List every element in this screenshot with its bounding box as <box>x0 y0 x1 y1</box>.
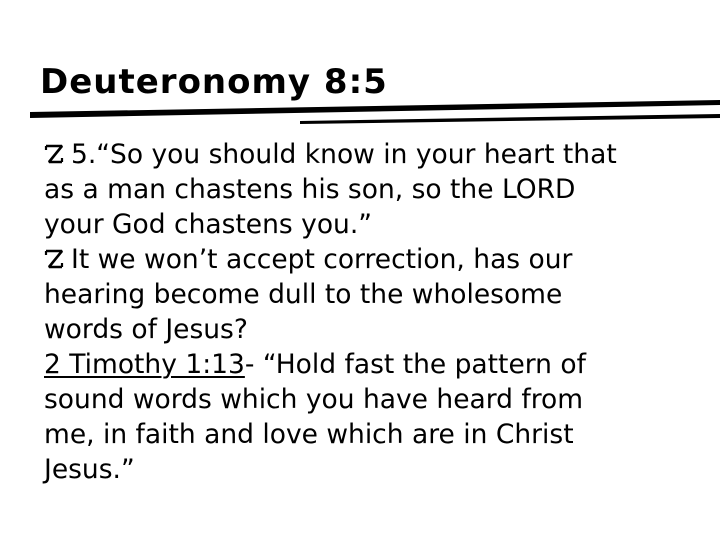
bullet-point-1 <box>44 137 704 242</box>
bullet-1-line-3: your God chastens you.” <box>44 209 372 240</box>
scripture-reference-paragraph <box>44 347 704 487</box>
bullet-point-2 <box>44 242 704 347</box>
bullet-2-line-3: words of Jesus? <box>44 314 248 345</box>
slide-body <box>44 137 704 487</box>
z-bullet-icon <box>44 242 71 277</box>
bullet-2-line-2: hearing become dull to the wholesome <box>44 279 563 310</box>
bullet-1-line-2: as a man chastens his son, so the LORD <box>44 174 576 205</box>
bullet-1-line-1: 5.“So you should know in your heart that <box>71 139 617 170</box>
reference-line-1: - “Hold fast the pattern of <box>244 349 586 380</box>
reference-line-3: me, in faith and love which are in Christ <box>44 419 574 450</box>
reference-line-4: Jesus.” <box>44 454 135 485</box>
z-bullet-icon <box>44 137 71 172</box>
scripture-reference-link[interactable]: 2 Timothy 1:13 <box>44 349 245 380</box>
reference-line-2: sound words which you have heard from <box>44 384 584 415</box>
title-underline <box>0 100 720 126</box>
bullet-2-line-1: It we won’t accept correction, has our <box>71 244 573 275</box>
slide-title: Deuteronomy 8:5 <box>40 62 388 102</box>
